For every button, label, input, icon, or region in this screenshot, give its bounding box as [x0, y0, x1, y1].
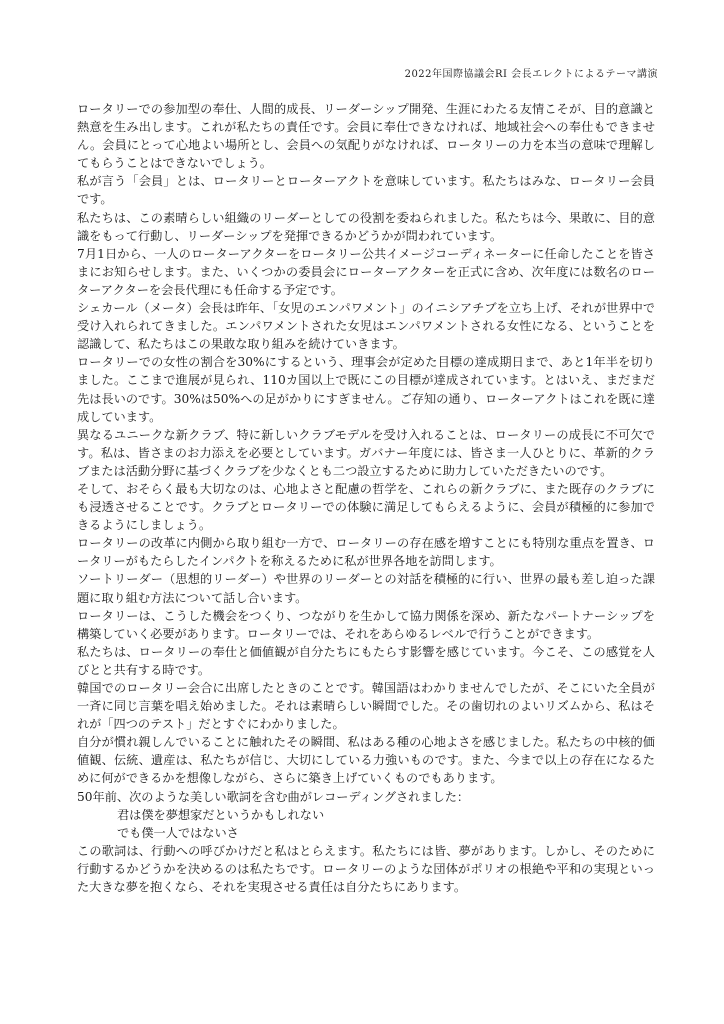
- closing-paragraph: この歌詞は、行動への呼びかけだと私はとらえます。私たちには皆、夢があります。しかし、そのために行動するかどうかを決めるのは私たちです。ロータリーのような団体がポリオの根絶や平和の実現といった大きな夢を抱くなら、それを実現させる責任は自分たちにあります。: [77, 843, 655, 895]
- page-header: 2022年国際協議会RI 会長エレクトによるテーマ講演: [404, 69, 658, 80]
- paragraph: そして、おそらく最も大切なのは、心地よさと配慮の哲学を、これらの新クラブに、また既存のクラブにも浸透させることです。クラブとロータリーでの体験に満足してもらえるように、会員が積極的に参加できるようにしましょう。: [77, 481, 655, 533]
- paragraph: 50年前、次のような美しい歌詞を含む曲がレコーディングされました：: [77, 789, 470, 804]
- paragraph: ロータリーでの参加型の奉仕、人間的成長、リーダーシップ開発、生涯にわたる友情こそが、目的意識と熱意を生み出します。これが私たちの責任です。会員に奉仕できなければ、地域社会への奉仕もできません。会員にとって心地よい場所とし、会員への気配りがなければ、ロータリーの力を本当の意味で理解してもらうことはできないでしょう。: [77, 102, 655, 171]
- body-text: [77, 100, 655, 896]
- paragraph: 私が言う「会員」とは、ロータリーとローターアクトを意味しています。私たちはみな、ロータリー会員です。: [77, 174, 655, 207]
- paragraph: ロータリーは、こうした機会をつくり、つながりを生かして協力関係を深め、新たなパートナーシップを構築していく必要があります。ロータリーでは、それをあらゆるレベルで行うことができます。: [77, 608, 655, 641]
- paragraph: 私たちは、この素晴らしい組織のリーダーとしての役割を委ねられました。私たちは今、果敢に、目的意識をもって行動し、リーダーシップを発揮できるかどうかが問われています。: [77, 210, 655, 243]
- paragraph: 韓国でのロータリー会合に出席したときのことです。韓国語はわかりませんでしたが、そこにいた全員が一斉に同じ言葉を唱え始めました。それは素晴らしい瞬間でした。その歯切れのよいリズムから、私はそれが「四つのテスト」だとすぐにわかりました。: [77, 681, 655, 732]
- paragraph: ロータリーでの女性の割合を30%にするという、理事会が定めた目標の達成期日まで、あと1年半を切りました。ここまで進展が見られ、110カ国以上で既にこの目標が達成されています。とはいえ、まだまだ先は長いのです。30%は50%への足がかりにすぎません。ご存知の通り、ローターアクトはこれを既に達成しています。: [77, 355, 655, 424]
- paragraph: 異なるユニークな新クラブ、特に新しいクラブモデルを受け入れることは、ロータリーの成長に不可欠です。私は、皆さまのお力添えを必要としています。ガバナー年度には、皆さま一人ひとりに、革新的クラブまたは活動分野に基づくクラブを少なくとも二つ設立するために助力していただきたいのです。: [77, 427, 655, 478]
- paragraph: シェカール（メータ）会長は昨年、「女児のエンパワメント」のイニシアチブを立ち上げ、それが世界中で受け入れられてきました。エンパワメントされた女児はエンパワメントされる女性になる、ということを認識して、私たちはこの果敢な取り組みを続けていきます。: [77, 301, 655, 352]
- paragraph: ロータリーの改革に内側から取り組む一方で、ロータリーの存在感を増すことにも特別な重点を置き、ロータリーがもたらしたインパクトを称えるために私が世界各地を訪問します。: [77, 536, 655, 569]
- lyric-line: 君は僕を夢想家だというかもしれない: [117, 807, 325, 822]
- paragraph: 7月1日から、一人のローターアクターをロータリー公共イメージコーディネーターに任命したことを皆さまにお知らせします。また、いくつかの委員会にローターアクターを正式に含め、次年度には数名のローターアクターを会長代理にも任命する予定です。: [77, 246, 655, 297]
- lyric-line: でも僕一人ではないさ: [117, 825, 239, 840]
- paragraph: ソートリーダー（思想的リーダー）や世界のリーダーとの対話を積極的に行い、世界の最も差し迫った課題に取り組む方法について話し合います。: [77, 572, 655, 605]
- paragraph: 私たちは、ロータリーの奉仕と価値観が自分たちにもたらす影響を感じています。今こそ、この感覚を人びとと共有する時です。: [77, 644, 655, 677]
- paragraph: 自分が慣れ親しんでいることに触れたその瞬間、私はある種の心地よさを感じました。私たちの中核的価値観、伝統、遺産は、私たちが信じ、大切にしている力強いものです。また、今まで以上の存在になるために何ができるかを想像しながら、さらに築き上げていくものでもあります。: [77, 735, 655, 786]
